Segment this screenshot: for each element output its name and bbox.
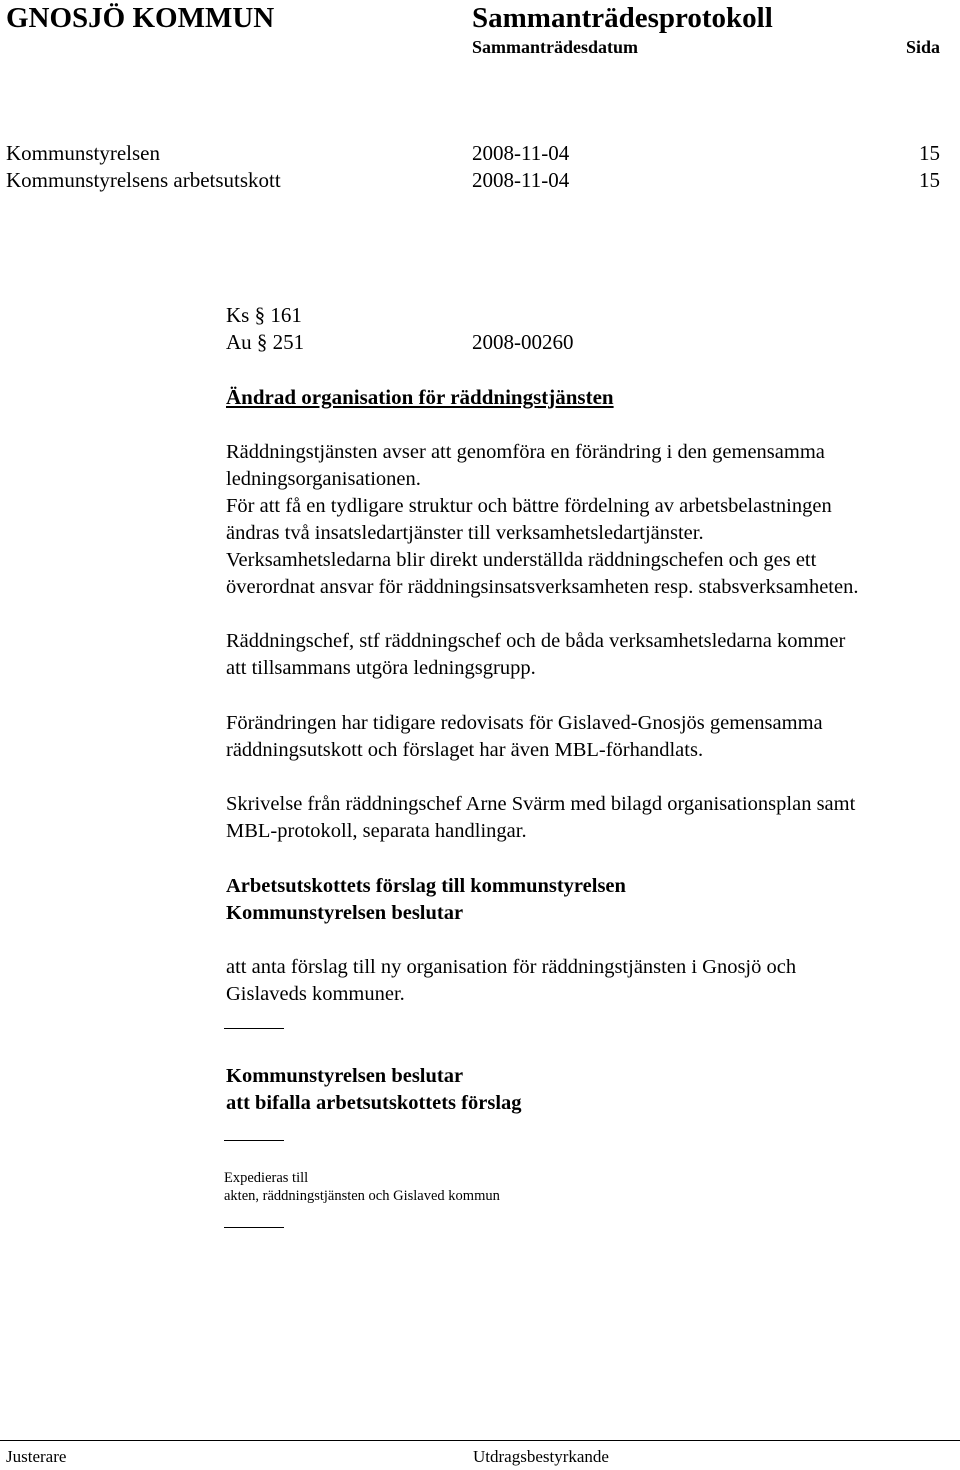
meeting-date: 2008-11-04 <box>472 168 570 192</box>
proposal-heading: Arbetsutskottets förslag till kommunstyrelsen <box>226 875 626 897</box>
proposal-text-line: att anta förslag till ny organisation för räddningstjänsten i Gnosjö och <box>226 956 797 978</box>
paragraph-line: Skrivelse från räddningschef Arne Svärm med bilagd organisationsplan samt <box>226 793 856 815</box>
distribution-recipients: akten, räddningstjänsten och Gislaved kommun <box>224 1188 500 1204</box>
meeting-date: 2008-11-04 <box>472 141 570 165</box>
au-paragraph-number: Au § 251 <box>226 330 305 354</box>
meeting-body: Kommunstyrelsens arbetsutskott <box>6 168 281 192</box>
meeting-date-label: Sammanträdesdatum <box>472 37 639 57</box>
case-heading: Ändrad organisation för räddningstjänsten <box>226 385 614 409</box>
footer-adjuster-label: Justerare <box>6 1447 67 1466</box>
meeting-page: 15 <box>919 168 940 192</box>
paragraph-line: ledningsorganisationen. <box>226 468 421 490</box>
case-number: 2008-00260 <box>472 330 574 354</box>
paragraph-line: MBL-protokoll, separata handlingar. <box>226 820 527 842</box>
document-title: Sammanträdesprotokoll <box>472 2 773 34</box>
meeting-body: Kommunstyrelsen <box>6 141 160 165</box>
paragraph-line: Räddningstjänsten avser att genomföra en förändring i den gemensamma <box>226 441 825 463</box>
ks-paragraph-number: Ks § 161 <box>226 303 302 327</box>
distribution-label: Expedieras till <box>224 1170 309 1186</box>
page-label: Sida <box>905 37 940 57</box>
paragraph-line: räddningsutskott och förslaget har även MBL-förhandlats. <box>226 739 704 761</box>
decision-text: att bifalla arbetsutskottets förslag <box>226 1092 522 1114</box>
paragraph-line: ändras två insatsledartjänster till verksamhetsledartjänster. <box>226 522 704 544</box>
paragraph-line: överordnat ansvar för räddningsinsatsverksamheten resp. stabsverksamheten. <box>226 576 859 598</box>
decision-heading: Kommunstyrelsen beslutar <box>226 1065 464 1087</box>
separator-line <box>224 1140 284 1141</box>
paragraph-line: Förändringen har tidigare redovisats för Gislaved-Gnosjös gemensamma <box>226 712 823 734</box>
proposal-subheading: Kommunstyrelsen beslutar <box>226 902 464 924</box>
paragraph-line: Räddningschef, stf räddningschef och de båda verksamhetsledarna kommer <box>226 630 846 652</box>
organization-name: GNOSJÖ KOMMUN <box>6 2 275 34</box>
separator-line <box>224 1227 284 1228</box>
meeting-page: 15 <box>919 141 940 165</box>
paragraph-line: att tillsammans utgöra ledningsgrupp. <box>226 657 536 679</box>
separator-line <box>224 1028 284 1029</box>
paragraph-line: För att få en tydligare struktur och bättre fördelning av arbetsbelastningen <box>226 495 832 517</box>
paragraph-line: Verksamhetsledarna blir direkt underställda räddningschefen och ges ett <box>226 549 817 571</box>
proposal-text-line: Gislaveds kommuner. <box>226 983 405 1005</box>
footer-certification-label: Utdragsbestyrkande <box>473 1447 609 1466</box>
footer-rule <box>0 1440 960 1441</box>
